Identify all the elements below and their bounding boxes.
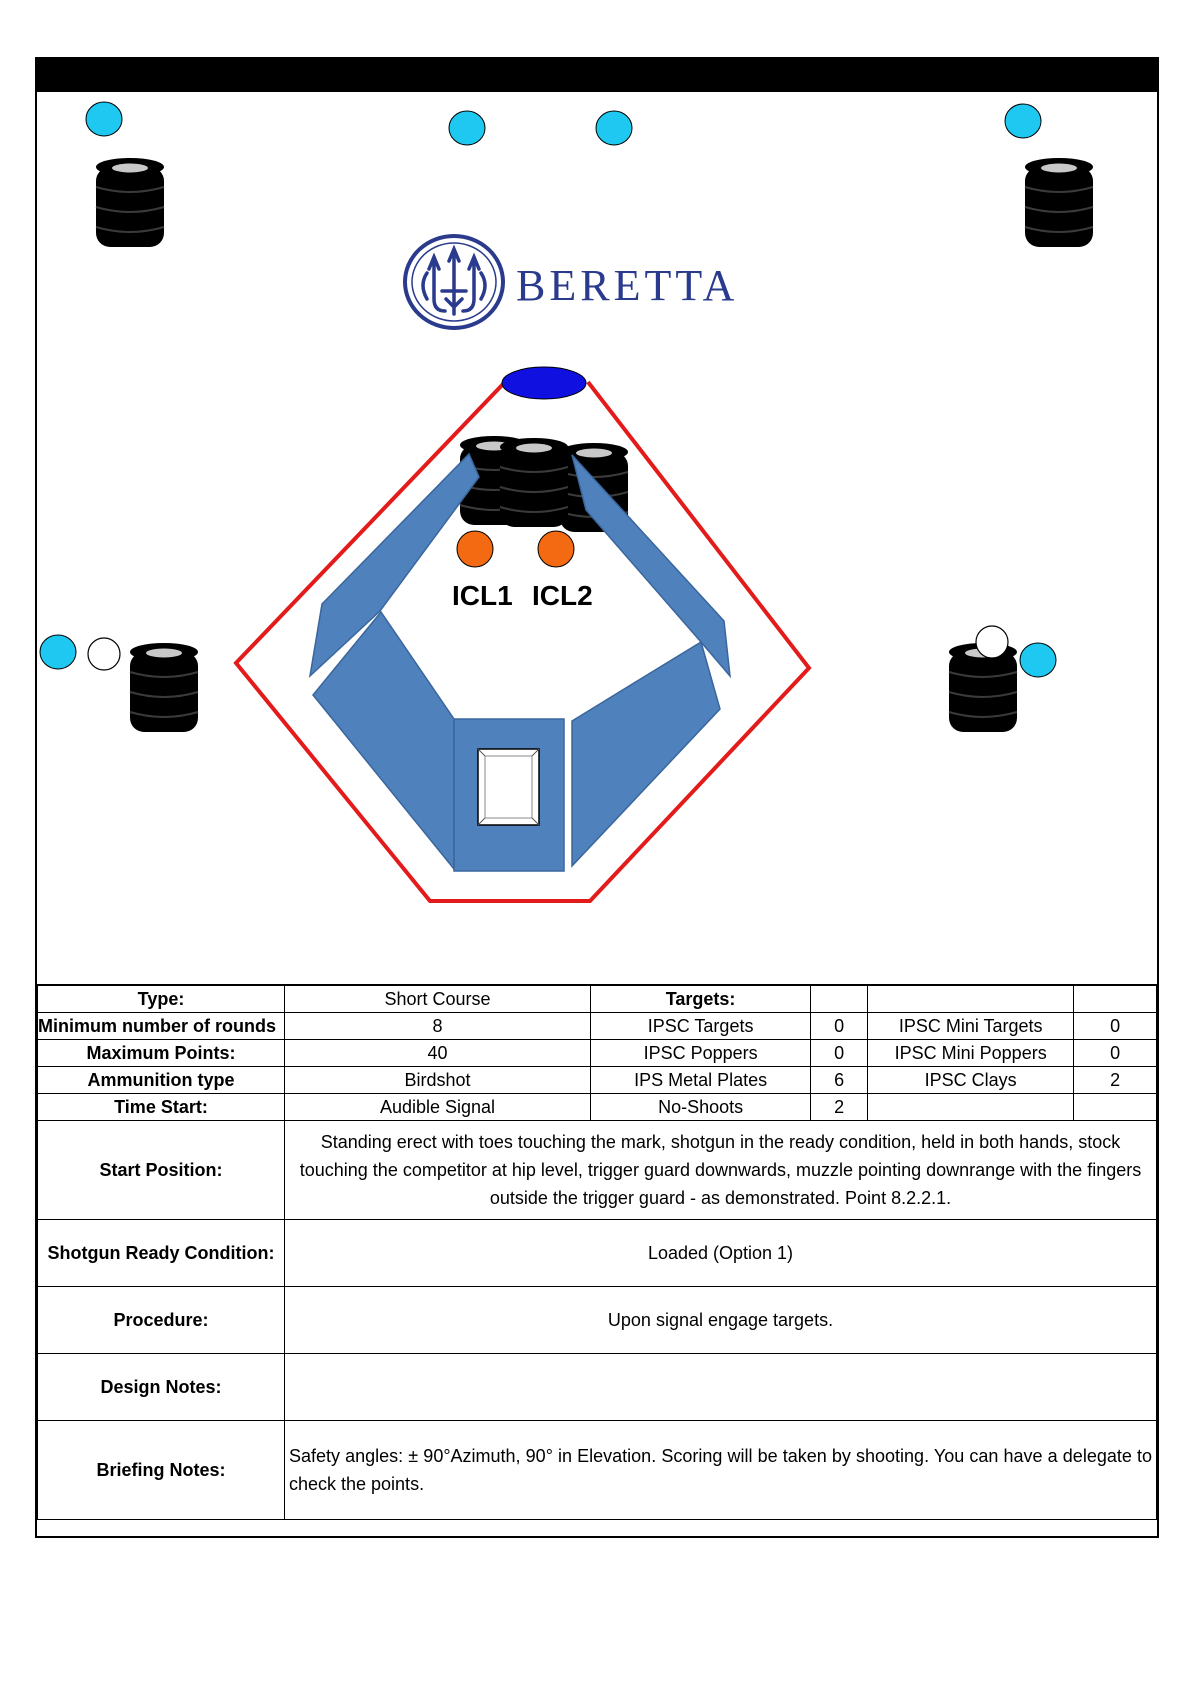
clay-target bbox=[457, 531, 493, 567]
target-name: IPSC Mini Targets bbox=[868, 1013, 1074, 1040]
empty-cell bbox=[1074, 985, 1157, 1013]
table-row bbox=[38, 1040, 1157, 1067]
target-count: 2 bbox=[811, 1094, 868, 1121]
procedure-value: Upon signal engage targets. bbox=[284, 1287, 1156, 1354]
ready-condition-value: Loaded (Option 1) bbox=[284, 1220, 1156, 1287]
stage-sheet bbox=[35, 57, 1159, 1538]
min-rounds-label: Minimum number of rounds bbox=[38, 1013, 285, 1040]
table-row bbox=[38, 1421, 1157, 1520]
beretta-logo bbox=[405, 236, 738, 328]
table-row bbox=[38, 1094, 1157, 1121]
design-notes-value bbox=[284, 1354, 1156, 1421]
max-points-label: Maximum Points: bbox=[38, 1040, 285, 1067]
start-disc bbox=[502, 367, 586, 399]
wall-right-lower bbox=[572, 642, 720, 866]
clay-label-icl1: ICL1 bbox=[452, 580, 513, 611]
type-value: Short Course bbox=[284, 985, 590, 1013]
table-row bbox=[38, 1354, 1157, 1421]
table-row bbox=[38, 1121, 1157, 1220]
target-count: 0 bbox=[811, 1040, 868, 1067]
brand-text: BERETTA bbox=[516, 261, 739, 310]
briefing-notes-value: Safety angles: ± 90°Azimuth, 90° in Elevation. Scoring will be taken by shooting. You can have a delegate to check the points. bbox=[284, 1421, 1156, 1520]
target-count bbox=[1074, 1094, 1157, 1121]
time-start-value: Audible Signal bbox=[284, 1094, 590, 1121]
table-row bbox=[38, 1067, 1157, 1094]
start-position-value: Standing erect with toes touching the mark, shotgun in the ready condition, held in both hands, stock touching the competitor at hip level, trigger guard downwards, muzzle pointing downrange with the fingers outside the trigger guard - as demonstrated. Point 8.2.2.1. bbox=[284, 1121, 1156, 1220]
metal-plate bbox=[1005, 104, 1041, 138]
stage-diagram bbox=[37, 59, 1157, 984]
target-count: 6 bbox=[811, 1067, 868, 1094]
no-shoot bbox=[976, 626, 1008, 658]
ammo-value: Birdshot bbox=[284, 1067, 590, 1094]
barrel-top-left bbox=[96, 158, 164, 247]
target-name bbox=[868, 1094, 1074, 1121]
targets-header: Targets: bbox=[591, 985, 811, 1013]
barrel-mid-left bbox=[130, 643, 198, 732]
barrel-mid-right bbox=[949, 643, 1017, 732]
table-row bbox=[38, 1287, 1157, 1354]
target-name: No-Shoots bbox=[591, 1094, 811, 1121]
wall-right-diagonal bbox=[572, 455, 730, 676]
target-name: IPSC Clays bbox=[868, 1067, 1074, 1094]
metal-plate bbox=[86, 102, 122, 136]
metal-plate bbox=[449, 111, 485, 145]
target-name: IPS Metal Plates bbox=[591, 1067, 811, 1094]
table-row bbox=[38, 985, 1157, 1013]
briefing-notes-label: Briefing Notes: bbox=[38, 1421, 285, 1520]
time-start-label: Time Start: bbox=[38, 1094, 285, 1121]
barrel-top-right bbox=[1025, 158, 1093, 247]
ammo-label: Ammunition type bbox=[38, 1067, 285, 1094]
metal-plate bbox=[596, 111, 632, 145]
target-count: 2 bbox=[1074, 1067, 1157, 1094]
start-position-label: Start Position: bbox=[38, 1121, 285, 1220]
barrel-rear bbox=[500, 438, 568, 527]
max-points-value: 40 bbox=[284, 1040, 590, 1067]
empty-cell bbox=[811, 985, 868, 1013]
type-label: Type: bbox=[38, 985, 285, 1013]
metal-plate bbox=[40, 635, 76, 669]
empty-cell bbox=[868, 985, 1074, 1013]
no-shoot bbox=[88, 638, 120, 670]
target-count: 0 bbox=[1074, 1013, 1157, 1040]
trident-icon bbox=[423, 249, 485, 314]
metal-plate bbox=[1020, 643, 1056, 677]
clay-label-icl2: ICL2 bbox=[532, 580, 593, 611]
stage-info-table bbox=[37, 984, 1157, 1520]
target-name: IPSC Mini Poppers bbox=[868, 1040, 1074, 1067]
design-notes-label: Design Notes: bbox=[38, 1354, 285, 1421]
target-count: 0 bbox=[1074, 1040, 1157, 1067]
table-row bbox=[38, 1220, 1157, 1287]
target-count: 0 bbox=[811, 1013, 868, 1040]
table-row bbox=[38, 1013, 1157, 1040]
ready-condition-label: Shotgun Ready Condition: bbox=[38, 1220, 285, 1287]
target-name: IPSC Targets bbox=[591, 1013, 811, 1040]
procedure-label: Procedure: bbox=[38, 1287, 285, 1354]
clay-target bbox=[538, 531, 574, 567]
start-box bbox=[478, 749, 539, 825]
min-rounds-value: 8 bbox=[284, 1013, 590, 1040]
target-name: IPSC Poppers bbox=[591, 1040, 811, 1067]
